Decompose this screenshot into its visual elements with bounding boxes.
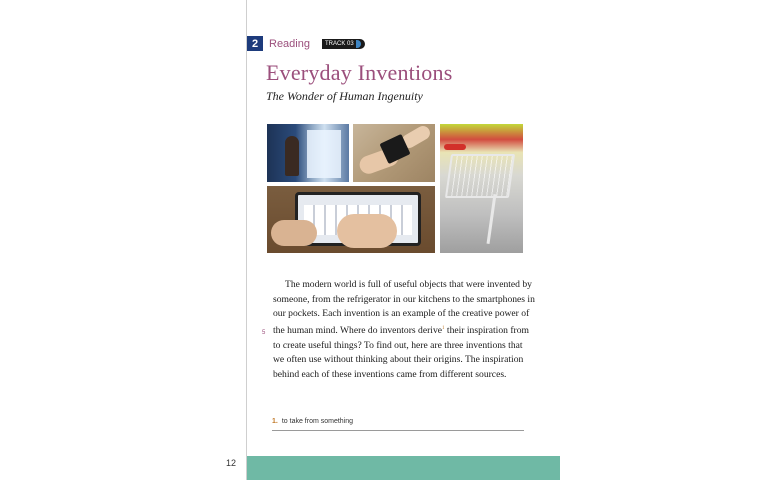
footnote-reference[interactable]: 1 [442,325,445,331]
footnote [272,418,524,431]
smartphone-photo [267,186,435,253]
reading-paragraph [273,278,535,382]
page-number: 12 [226,458,237,468]
page-margin [0,0,247,480]
audio-play-icon [356,40,361,48]
section-label: Reading [269,37,310,50]
cart-leg-shape [487,194,497,244]
cart-handle-shape [444,144,466,150]
line-number-marker: 5 [262,330,266,336]
cart-basket-shape [445,154,515,198]
shopping-cart-photo [440,124,523,253]
thumb-shape [271,220,317,246]
section-number-badge: 2 [247,36,263,51]
audio-track-badge[interactable] [322,39,365,49]
person-shape [285,136,299,176]
page-subtitle: The Wonder of Human Ingenuity [266,89,423,103]
footnote-number: 1. [272,418,278,425]
fingertip-photo [353,124,435,182]
paragraph-text-part1: The modern world is full of useful objects that were invented by someone, from the refrigerator in our kitchens to the smartphones in our pockets. Each invention is an example of the creative power of the human mind. Where do inventors derive [273,279,535,336]
refrigerator-photo [267,124,349,182]
section-header [247,36,365,51]
paragraph-text-part2: their inspiration from to create useful things? To find out, here are three inventions that we often use without thinking about their origins. The inspiration behind each of these inventions came from different sources. [273,324,529,380]
fridge-interior-shape [307,130,341,178]
thumb-shape [337,214,397,248]
track-label: TRACK 03 [324,40,354,47]
bottom-color-band [247,456,560,480]
footnote-text: to take from something [281,418,354,425]
page-title: Everyday Inventions [266,60,453,85]
